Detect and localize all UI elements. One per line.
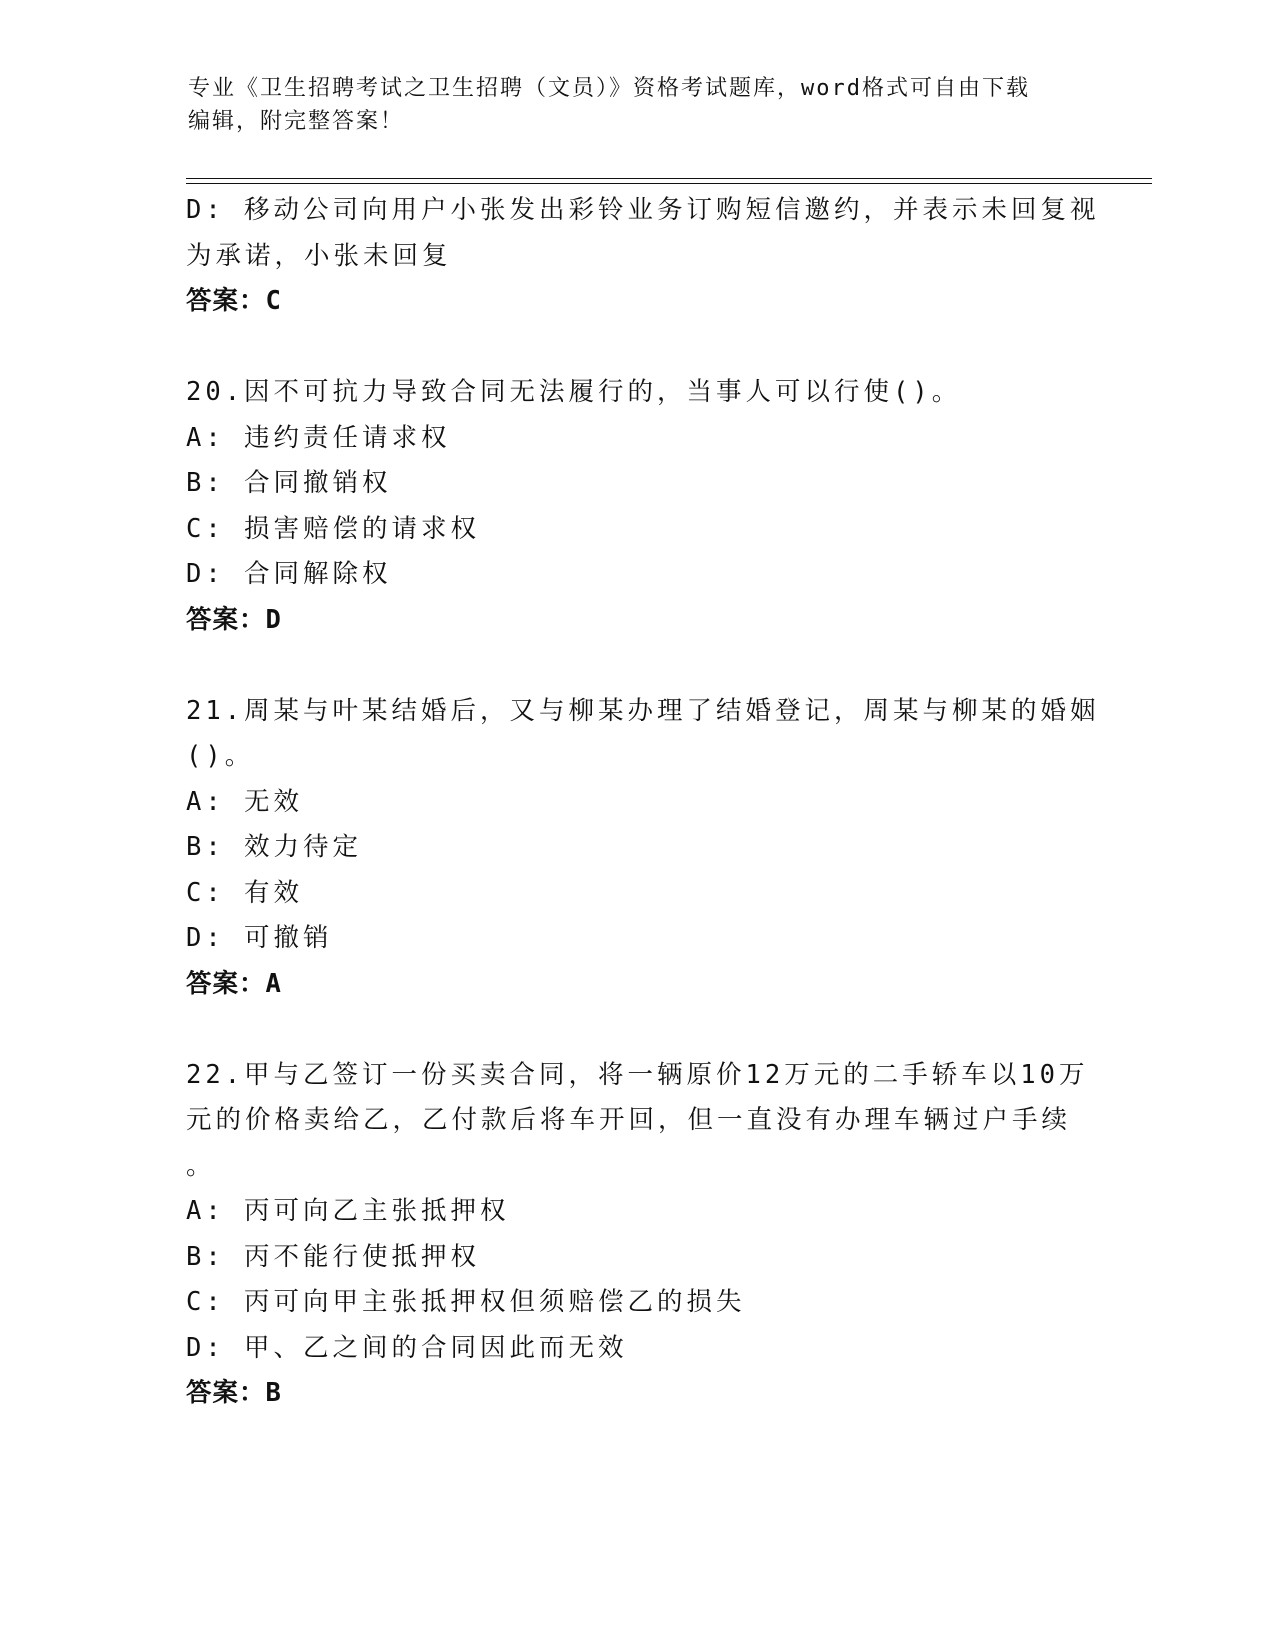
option-c: C: 有效 xyxy=(186,877,304,908)
answer-line: 答案：D xyxy=(186,604,282,635)
spacer xyxy=(186,643,1086,689)
option-d: D: 合同解除权 xyxy=(186,559,392,589)
spacer xyxy=(186,325,1086,371)
option-d: D: 可撤销 xyxy=(186,923,333,953)
option-a: A: 无效 xyxy=(186,786,304,817)
option-b: B: 效力待定 xyxy=(186,832,363,862)
option-d: D: 甲、乙之间的合同因此而无效 xyxy=(186,1332,628,1363)
question-stem-continued: ()。 xyxy=(186,741,255,771)
option-b: B: 丙不能行使抵押权 xyxy=(186,1241,481,1272)
option-a: A: 违约责任请求权 xyxy=(186,422,451,453)
header-line-2: 编辑，附完整答案！ xyxy=(188,109,405,134)
header-divider-bottom xyxy=(186,183,1152,184)
spacer xyxy=(186,1007,1086,1053)
answer-line: 答案：A xyxy=(186,968,282,999)
answer-line: 答案：C xyxy=(186,286,282,316)
answer-line: 答案：B xyxy=(186,1378,282,1408)
question-stem: 22.甲与乙签订一份买卖合同，将一辆原价12万元的二手轿车以10万 xyxy=(186,1059,1089,1090)
previous-question-tail xyxy=(186,188,1100,325)
option-c: C: 丙可向甲主张抵押权但须赔偿乙的损失 xyxy=(186,1287,746,1317)
question-22 xyxy=(186,1053,1089,1417)
option-c: C: 损害赔偿的请求权 xyxy=(186,513,481,544)
option-b: B: 合同撤销权 xyxy=(186,468,392,498)
question-content xyxy=(186,188,1100,1417)
question-stem-continued: 。 xyxy=(186,1150,216,1181)
question-stem-continued: 元的价格卖给乙，乙付款后将车开回，但一直没有办理车辆过户手续 xyxy=(186,1105,1072,1135)
header-divider-top xyxy=(186,178,1152,179)
option-d-line-2: 为承诺，小张未回复 xyxy=(186,240,452,271)
option-d-line-1: D: 移动公司向用户小张发出彩铃业务订购短信邀约，并表示未回复视 xyxy=(186,195,1100,225)
question-stem: 20.因不可抗力导致合同无法履行的，当事人可以行使()。 xyxy=(186,377,962,407)
question-stem: 21.周某与叶某结婚后，又与柳某办理了结婚登记，周某与柳某的婚姻 xyxy=(186,695,1100,726)
question-20 xyxy=(186,370,1086,643)
document-header xyxy=(188,72,1068,138)
question-21 xyxy=(186,689,1100,1008)
header-line-1: 专业《卫生招聘考试之卫生招聘（文员）》资格考试题库，word格式可自由下载 xyxy=(188,76,1030,101)
option-a: A: 丙可向乙主张抵押权 xyxy=(186,1196,510,1226)
